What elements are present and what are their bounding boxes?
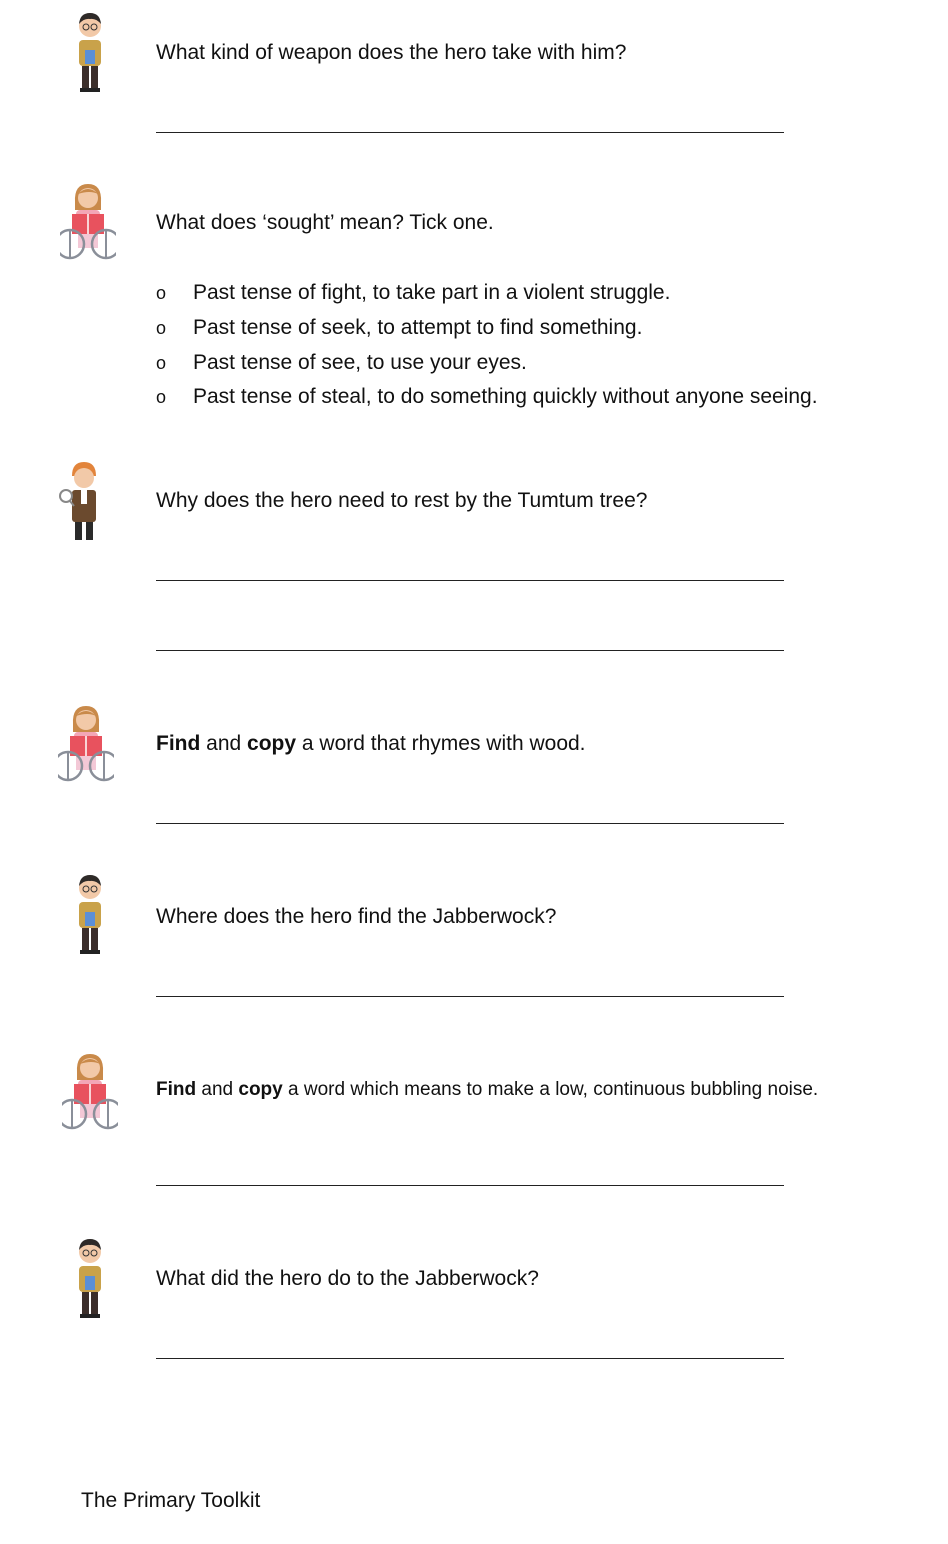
- answer-line-3b[interactable]: [156, 650, 784, 651]
- detective-icon: [56, 460, 112, 552]
- option-2[interactable]: [156, 315, 642, 341]
- boy-icon: [62, 10, 118, 102]
- answer-line-7[interactable]: [156, 1358, 784, 1359]
- question-4-rest: a word that rhymes with wood.: [296, 732, 586, 755]
- bold-find: Find: [156, 732, 201, 755]
- answer-line-3a[interactable]: [156, 580, 784, 581]
- question-2: What does ‘sought’ mean? Tick one.: [156, 211, 494, 234]
- option-label: Past tense of seek, to attempt to find something.: [193, 316, 643, 339]
- footer-brand: The Primary Toolkit: [81, 1489, 261, 1512]
- wheelchair-girl-icon: [60, 180, 116, 272]
- option-bullet[interactable]: o: [156, 387, 167, 407]
- wheelchair-girl-icon: [62, 1050, 118, 1142]
- question-6-mid: and: [196, 1079, 239, 1100]
- boy-icon: [62, 1236, 118, 1328]
- option-3[interactable]: [156, 350, 527, 376]
- wheelchair-girl-icon: [58, 702, 114, 794]
- answer-line-6[interactable]: [156, 1185, 784, 1186]
- answer-line-4[interactable]: [156, 823, 784, 824]
- question-1: What kind of weapon does the hero take with him?: [156, 41, 627, 64]
- answer-line-5[interactable]: [156, 996, 784, 997]
- question-6: [156, 1077, 818, 1103]
- option-label: Past tense of see, to use your eyes.: [193, 351, 527, 374]
- bold-copy: copy: [247, 732, 297, 755]
- question-7: What did the hero do to the Jabberwock?: [156, 1267, 539, 1290]
- option-bullet[interactable]: o: [156, 318, 167, 338]
- bold-copy: copy: [238, 1079, 283, 1100]
- option-label: Past tense of steal, to do something quickly without anyone seeing.: [193, 385, 818, 408]
- question-6-rest: a word which means to make a low, continuous bubbling noise.: [282, 1079, 819, 1100]
- option-bullet[interactable]: o: [156, 353, 167, 373]
- question-5: Where does the hero find the Jabberwock?: [156, 905, 557, 928]
- option-label: Past tense of fight, to take part in a violent struggle.: [193, 281, 671, 304]
- boy-icon: [62, 872, 118, 964]
- option-bullet[interactable]: o: [156, 283, 167, 303]
- bold-find: Find: [156, 1079, 197, 1100]
- answer-line-1[interactable]: [156, 132, 784, 133]
- question-3: Why does the hero need to rest by the Tumtum tree?: [156, 489, 648, 512]
- option-1[interactable]: [156, 280, 670, 306]
- question-4: [156, 731, 586, 757]
- option-4[interactable]: [156, 384, 818, 410]
- question-4-mid: and: [200, 732, 248, 755]
